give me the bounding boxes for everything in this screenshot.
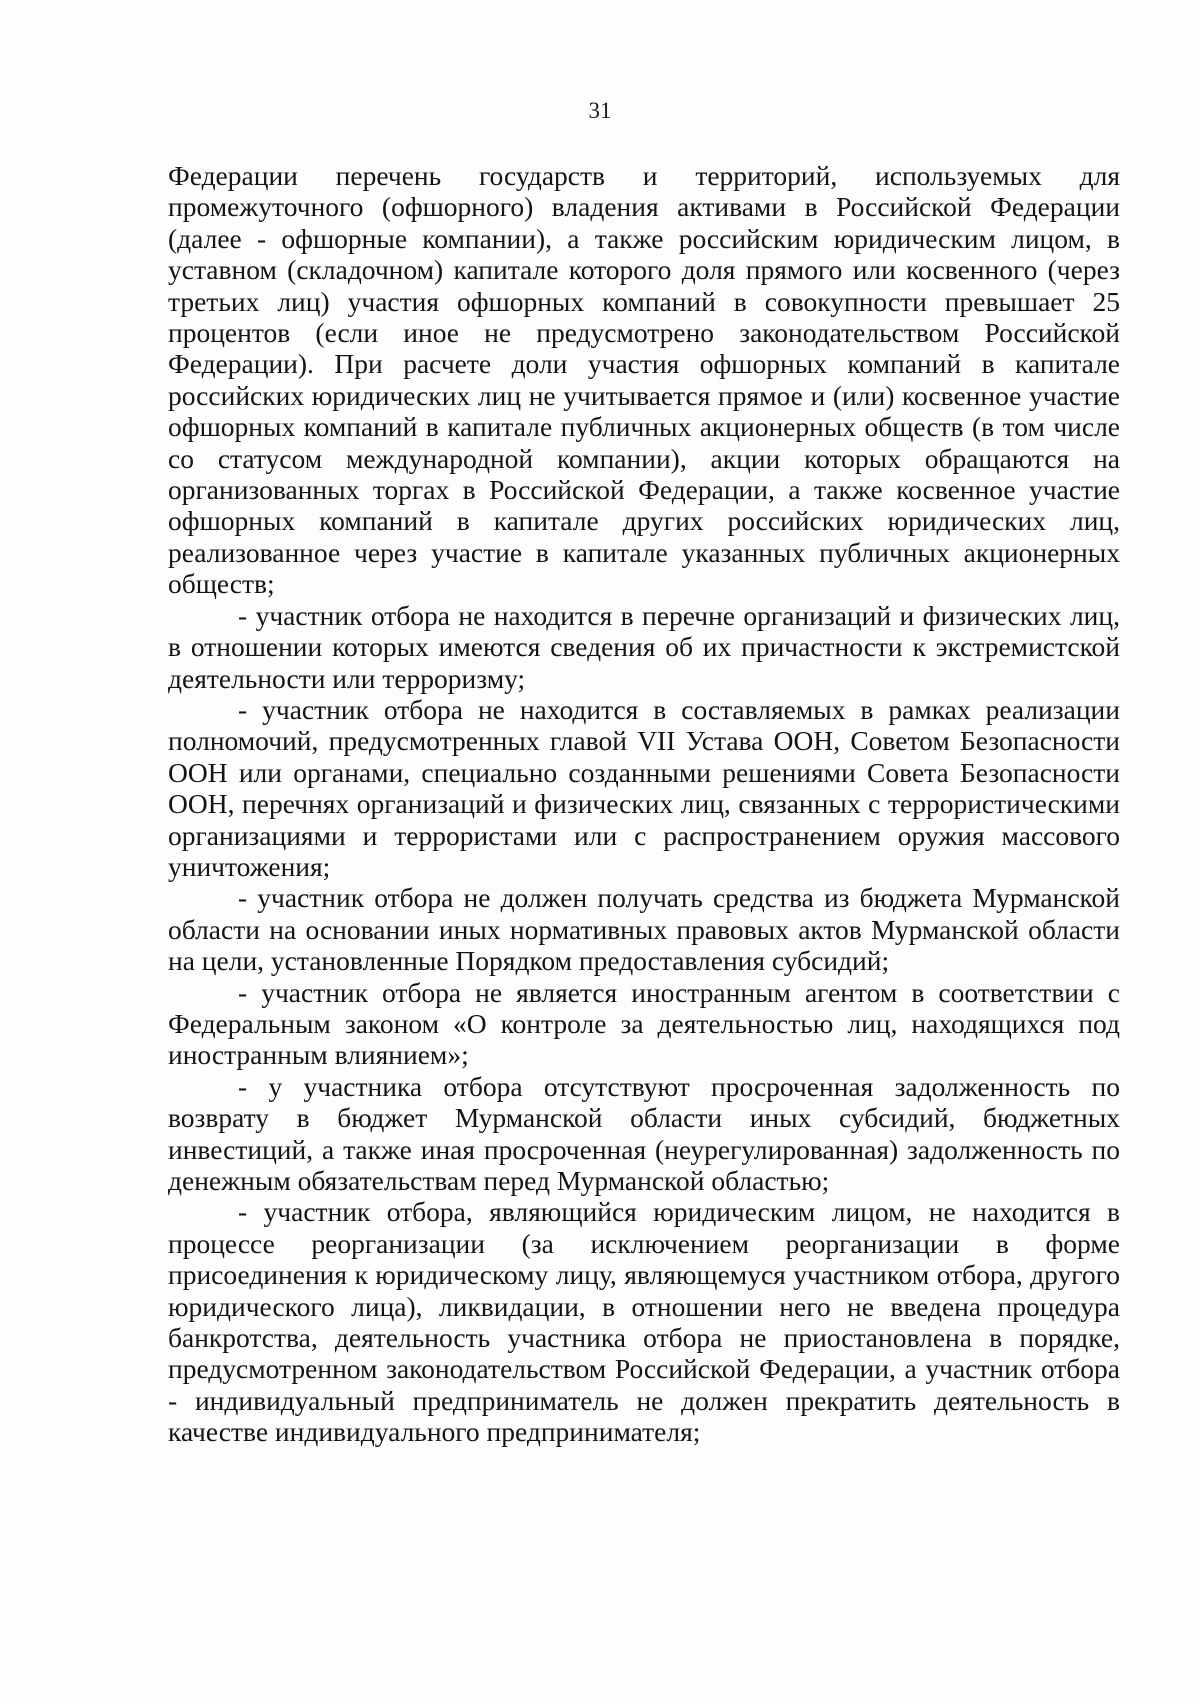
paragraph-overdue-debt: - у участника отбора отсутствуют просроченная задолженность по возврату в бюджет Мурманской области иных субсидий, бюджетных инвестиций, а также иная просроченная (неурегулированная) задолженность по денежным обязательствам перед Мурманской областью; [168,1070,1120,1196]
paragraph-budget-funds: - участник отбора не должен получать средства из бюджета Мурманской области на основании иных нормативных правовых актов Мурманской области на цели, установленные Порядком предоставления субсидий; [168,882,1120,977]
paragraph-extremism-list: - участник отбора не находится в перечне организаций и физических лиц, в отношении которых имеются сведения об их причастности к экстремистской деятельности или терроризму; [168,599,1120,694]
paragraph-offshore-companies: Федерации перечень государств и территорий, используемых для промежуточного (офшорного) владения активами в Российской Федерации (далее - офшорные компании), а также российским юридическим лицом, в уставном (складочном) капитале которого доля прямого или косвенного (через третьих лиц) участия офшорных компаний в совокупности превышает 25 процентов (если иное не предусмотрено законодательством Российской Федерации). При расчете доли участия офшорных компаний в капитале российских юридических лиц не учитывается прямое и (или) косвенное участие офшорных компаний в капитале публичных акционерных обществ (в том числе со статусом международной компании), акции которых обращаются на организованных торгах в Российской Федерации, а также косвенное участие офшорных компаний в капитале других российских юридических лиц, реализованное через участие в капитале указанных публичных акционерных обществ; [168,160,1120,600]
paragraph-un-sanctions-list: - участник отбора не находится в составляемых в рамках реализации полномочий, предусмотренных главой VII Устава ООН, Советом Безопасности ООН или органами, специально созданными решениями Совета Безопасности ООН, перечнях организаций и физических лиц, связанных с террористическими организациями и террористами или с распространением оружия массового уничтожения; [168,693,1120,882]
page-number: 31 [588,98,612,123]
paragraph-reorganization: - участник отбора, являющийся юридическим лицом, не находится в процессе реорганизации (за исключением реорганизации в форме присоединения к юридическому лицу, являющемуся участником отбора, другого юридического лица), ликвидации, в отношении него не введена процедура банкротства, деятельность участника отбора не приостановлена в порядке, предусмотренном законодательством Российской Федерации, а участник отбора - индивидуальный предприниматель не должен прекратить деятельность в качестве индивидуального предпринимателя; [168,1196,1120,1448]
document-body [168,160,1120,1448]
paragraph-foreign-agent: - участник отбора не является иностранным агентом в соответствии с Федеральным законом «О контроле за деятельностью лиц, находящихся под иностранным влиянием»; [168,976,1120,1071]
